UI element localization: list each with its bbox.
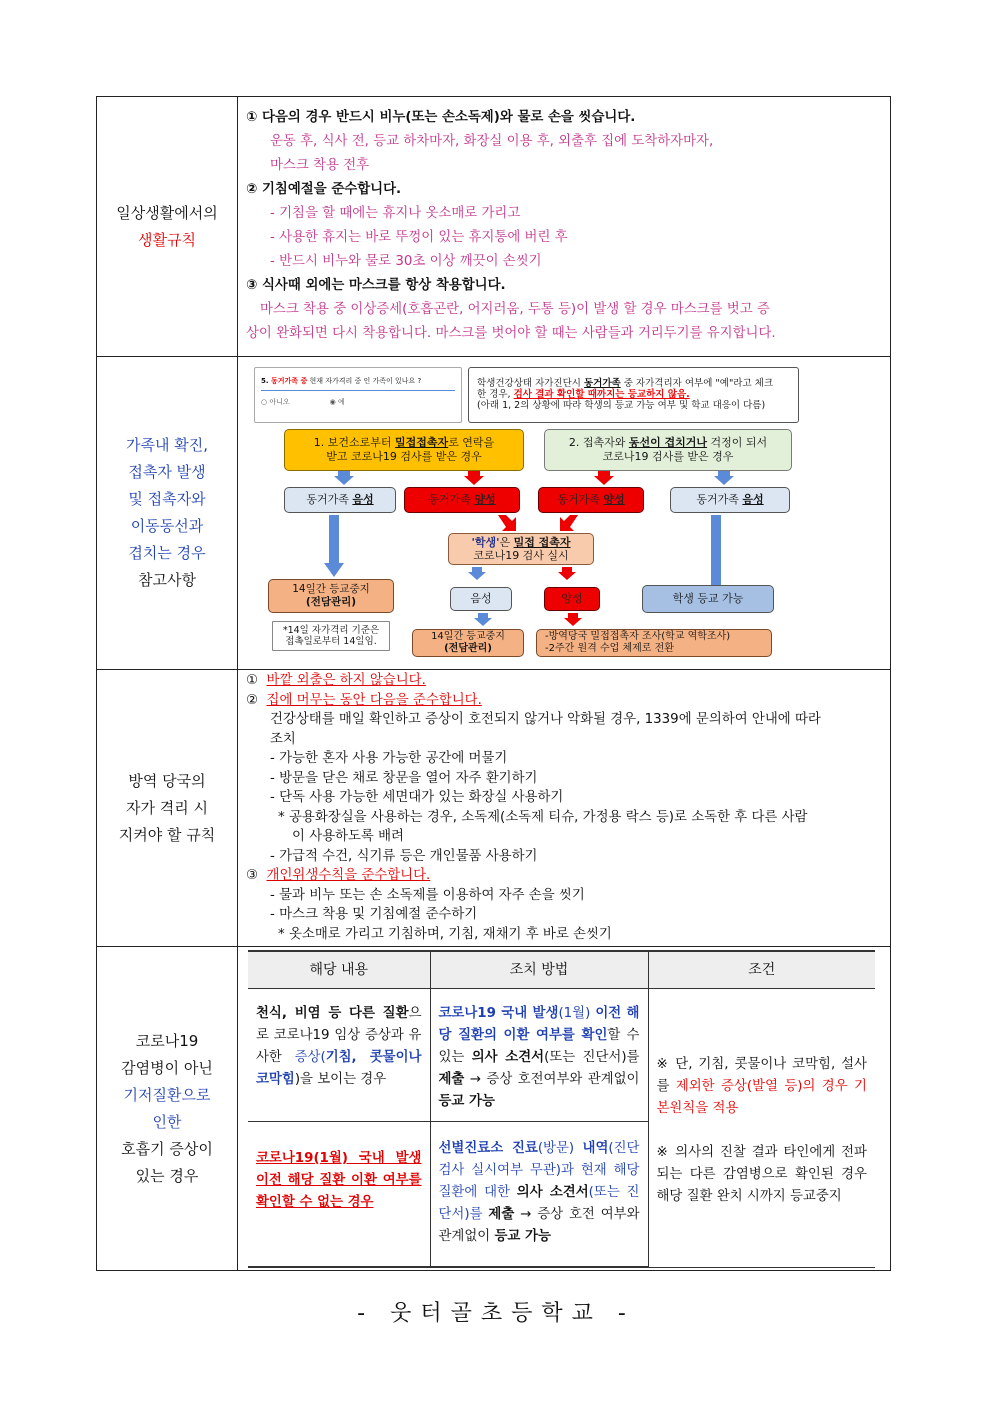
arrow-diagonal-icon bbox=[560, 515, 578, 531]
fam-text: 동거가족 bbox=[557, 492, 604, 506]
col-header-action: 조치 방법 bbox=[430, 951, 648, 989]
content-self-quarantine bbox=[238, 670, 891, 947]
rule-heading: ① 다음의 경우 반드시 비누(또는 손소독제)와 물로 손을 씻습니다. bbox=[246, 109, 636, 125]
cell-part: (방문) bbox=[537, 1141, 583, 1156]
arrow-down-icon bbox=[474, 613, 492, 626]
rule-text: - 마스크 착용 및 기침예절 준수하기 bbox=[270, 907, 478, 922]
rule-text: - 가급적 수건, 식기류 등은 개인물품 사용하기 bbox=[270, 848, 538, 864]
label-line: 방역 당국의 bbox=[128, 771, 206, 790]
label-line: 자가 격리 시 bbox=[126, 798, 208, 817]
rule-text: 상이 완화되면 다시 착용합니다. 마스크를 벗어야 할 때는 사람들과 거리두기를 유지합니다. bbox=[246, 325, 776, 341]
note-part: 검사 결과 확인할 때까지는 등교하지 않음. bbox=[513, 389, 690, 400]
label-underlying-disease bbox=[97, 947, 238, 1271]
rule-text: 운동 후, 식사 전, 등교 하차마자, 화장실 이용 후, 외출후 집에 도착하자마자, bbox=[270, 133, 714, 149]
rule-text: 조치 bbox=[270, 731, 296, 747]
note14-line: 접촉일로부터 14일임. bbox=[285, 635, 377, 647]
arrow-down-icon bbox=[334, 471, 354, 485]
inner-table-cell bbox=[238, 947, 891, 1271]
rule-text: * 옷소매로 가리고 기침하며, 기침, 재채기 후 바로 손씻기 bbox=[278, 926, 612, 942]
case2-line: 코로나19 검사를 받은 경우 bbox=[602, 449, 734, 463]
condition-note-1 bbox=[657, 1054, 868, 1120]
label-line: 감염병이 아닌 bbox=[121, 1058, 213, 1077]
cell-part: 이전 해당 질환의 이환 여부를 확인 bbox=[438, 1006, 640, 1043]
arrow-down-icon bbox=[464, 471, 484, 485]
rule-heading: ③ 식사때 외에는 마스크를 항상 착용합니다. bbox=[246, 277, 506, 293]
label-line: 이동동선과 bbox=[130, 517, 204, 535]
cell-part: 기침, 콧물이나 코막힘 bbox=[256, 1050, 422, 1087]
cell-part: 제출 bbox=[488, 1207, 515, 1222]
cell-part: (또는 진단서)를 bbox=[544, 1050, 640, 1065]
label-line: 가족내 확진, bbox=[126, 436, 208, 454]
arrow-down-icon bbox=[564, 613, 582, 626]
cell-part: 의사 소견서 bbox=[471, 1050, 545, 1065]
cell-part: 등교 가능 bbox=[438, 1094, 495, 1109]
cell-part: )을 보이는 경우 bbox=[294, 1072, 387, 1087]
neg-text: 음성 bbox=[352, 492, 374, 506]
family-negative-right bbox=[670, 487, 790, 513]
condition-note-2: ※ 의사의 진찰 결과 타인에게 전파되는 다른 감염병으로 확인된 경우 해당 질환 완치 시까지 등교중지 bbox=[656, 1144, 867, 1204]
label-line: 접촉자 발생 bbox=[128, 463, 206, 481]
condition-row-1 bbox=[248, 989, 875, 1122]
fam-pos-line bbox=[557, 494, 624, 506]
rule-num: ③ bbox=[246, 868, 259, 883]
condition-header bbox=[248, 951, 875, 989]
neg-text: 음성 bbox=[742, 492, 764, 506]
row-underlying-disease bbox=[97, 947, 891, 1271]
cell-part: 제외한 증상(발열 등)의 경우 기본원칙을 적용 bbox=[656, 1078, 867, 1116]
cell-part: 내역 bbox=[582, 1141, 609, 1156]
cell-part: 코로나19(1월) 국내 발생 이전 해당 질환 이환 여부를 확인할 수 없는 경우 bbox=[256, 1151, 422, 1210]
label-family-case bbox=[97, 357, 238, 670]
label-self-quarantine bbox=[97, 670, 238, 947]
label-daily-rules bbox=[97, 97, 238, 357]
label-line: 지켜야 할 규칙 bbox=[118, 825, 216, 844]
col-header-condition: 조건 bbox=[648, 951, 875, 989]
rule-text: 건강상태를 매일 확인하고 증상이 호전되지 않거나 악화될 경우, 1339에 문의하여 안내에 따라 bbox=[270, 712, 821, 727]
label-line: 겹치는 경우 bbox=[128, 544, 206, 562]
rule-heading: ② 기침예절을 준수합니다. bbox=[246, 181, 402, 197]
label-line: 기저질환으로 bbox=[123, 1085, 211, 1104]
note-part: 학생건강상태 자가진단시 bbox=[477, 378, 584, 389]
label-line: 및 접촉자와 bbox=[128, 490, 206, 508]
label-line: 생활규칙 bbox=[138, 230, 196, 249]
note14-line: *14일 자가격리 기준은 bbox=[282, 624, 380, 636]
rule-num: ① bbox=[246, 673, 259, 688]
cell-part: ※ 단, 기침, 콧물이나 코막힘, 설사를 bbox=[656, 1056, 867, 1094]
rule-text: - 반드시 비누와 물로 30초 이상 깨끗이 손씻기 bbox=[270, 253, 542, 269]
rule-text: 마스크 착용 중 이상증세(호흡곤란, 어지러움, 두통 등)이 발생 할 경우 마스크를 벗고 증 bbox=[260, 301, 770, 317]
rule-title: 개인위생수칙을 준수합니다. bbox=[266, 868, 431, 883]
case-part: 밀접접촉자 bbox=[395, 435, 449, 449]
fam-neg-line bbox=[306, 494, 373, 506]
rule-text: - 물과 비누 또는 손 소독제를 이용하여 자주 손을 씻기 bbox=[270, 887, 585, 903]
survey-rest: 현재 자가격리 중 인 가족이 있나요 ? bbox=[307, 376, 422, 385]
note-part: 중 자가격리자 여부에 "예"라고 체크 bbox=[620, 378, 774, 389]
family-positive-left bbox=[404, 487, 520, 513]
cell-part: 선별진료소 진료 bbox=[438, 1141, 538, 1156]
label-line: 있는 경우 bbox=[135, 1166, 199, 1185]
option-no: 아니오 bbox=[269, 397, 290, 406]
label-line: 호흡기 증상이 bbox=[121, 1139, 213, 1158]
note-line bbox=[477, 389, 690, 400]
flowchart-cell bbox=[238, 357, 891, 670]
case-part: 동선이 겹치거나 bbox=[628, 435, 708, 449]
student-can-attend: 학생 등교 가능 bbox=[642, 585, 774, 613]
cell-part: 천식, 비염 등 다른 질환 bbox=[256, 1006, 409, 1021]
rule-title: 집에 머무는 동안 다음을 준수합니다. bbox=[266, 692, 482, 708]
cell-part: 제출 bbox=[438, 1072, 465, 1087]
flowchart bbox=[254, 367, 799, 662]
case-part: 1. 보건소로부터 bbox=[313, 435, 396, 449]
stop-line: 14일간 등교중지 bbox=[431, 630, 505, 642]
note-line bbox=[477, 378, 773, 389]
fam-text: 동거가족 bbox=[428, 492, 475, 506]
fam-neg-line bbox=[696, 494, 763, 506]
case2-box bbox=[544, 429, 792, 471]
student-line bbox=[471, 536, 570, 549]
arrow-down-icon bbox=[714, 471, 734, 485]
fam-text: 동거가족 bbox=[306, 492, 353, 506]
survey-red: 동거가족 중 bbox=[270, 376, 308, 385]
label-line: 참고사항 bbox=[138, 571, 196, 589]
case1-line bbox=[314, 436, 494, 450]
rule-text: - 방문을 닫은 채로 창문을 열어 자주 환기하기 bbox=[270, 770, 538, 786]
cell-action-2 bbox=[430, 1122, 648, 1268]
cell-part: → 증상 호전 여부와 관계없이 bbox=[438, 1207, 640, 1244]
cell-condition bbox=[648, 989, 875, 1268]
case-part: 로 연락을 bbox=[448, 435, 495, 449]
student-negative: 음성 bbox=[450, 587, 512, 611]
fam-text: 동거가족 bbox=[696, 492, 743, 506]
rule-text: - 가능한 혼자 사용 가능한 공간에 머물기 bbox=[270, 751, 508, 766]
cell-part: 으로 코로나19 임상 증상과 유사한 bbox=[256, 1006, 422, 1065]
school-footer: - 웃터골초등학교 - bbox=[357, 1301, 635, 1326]
rule-line bbox=[246, 671, 882, 691]
arrow-down-icon bbox=[594, 471, 614, 485]
case-part: 걱정이 되서 bbox=[707, 435, 768, 449]
rule-text: - 단독 사용 가능한 세면대가 있는 화장실 사용하기 bbox=[270, 790, 564, 805]
pos-text: 양성 bbox=[474, 492, 496, 506]
auth-line: -2주간 원격 수업 체제로 전환 bbox=[545, 642, 674, 654]
rule-title: 바깥 외출은 하지 않습니다. bbox=[266, 673, 426, 688]
auth-line: -방역당국 밀접접촉자 조사(학교 역학조사) bbox=[545, 630, 731, 642]
condition-table bbox=[248, 950, 875, 1268]
cell-content-2 bbox=[248, 1122, 430, 1268]
rule-text: - 사용한 휴지는 바로 뚜껑이 있는 휴지통에 버린 후 bbox=[270, 229, 568, 245]
arrow-diagonal-icon bbox=[498, 515, 516, 531]
family-positive-right bbox=[538, 487, 644, 513]
student-part: '학생' bbox=[471, 535, 500, 549]
case1-line: 받고 코로나19 검사를 받은 경우 bbox=[326, 449, 482, 463]
student-positive: 양성 bbox=[544, 587, 600, 611]
cell-content-1 bbox=[248, 989, 430, 1122]
cell-part: → 증상 호전여부와 관계없이 bbox=[464, 1072, 640, 1087]
option-yes: 예 bbox=[337, 397, 345, 406]
info-table bbox=[96, 96, 891, 1271]
cell-part: (1월) bbox=[558, 1006, 596, 1021]
cell-part: (진단검사 실시여부 무관)과 현재 해당 질환에 대한 bbox=[438, 1141, 640, 1200]
rule-text: * 공용화장실을 사용하는 경우, 소독제(소독제 티슈, 가정용 락스 등)로 소독한 후 다른 사람 bbox=[278, 809, 808, 825]
cell-part: (또는 진단서)를 bbox=[438, 1185, 640, 1222]
survey-num: 5. bbox=[261, 376, 269, 385]
quarantine-note bbox=[272, 621, 390, 651]
case2-line bbox=[569, 436, 767, 450]
rule-text: - 기침을 할 때에는 휴지나 옷소매로 가리고 bbox=[270, 205, 521, 221]
row-daily-rules bbox=[97, 97, 891, 357]
rule-num: ② bbox=[246, 692, 259, 708]
cell-part: 증상( bbox=[294, 1050, 326, 1065]
pos-text: 양성 bbox=[603, 492, 625, 506]
survey-options: ○ 아니오 ◉ 예 bbox=[261, 397, 345, 406]
arrow-down-icon bbox=[468, 567, 486, 580]
rule-text: 마스크 착용 전후 bbox=[270, 157, 370, 173]
col-header-content: 해당 내용 bbox=[248, 951, 430, 989]
authority-action bbox=[536, 629, 772, 657]
case-part: 2. 접촉자와 bbox=[568, 435, 629, 449]
student-part: 밀접 접촉자 bbox=[513, 535, 571, 549]
arrow-down-long-icon bbox=[324, 515, 344, 577]
student-line: 코로나19 검사 실시 bbox=[473, 548, 569, 562]
cell-part: 의사 소견서 bbox=[516, 1185, 589, 1200]
row-family-case bbox=[97, 357, 891, 670]
family-negative-left bbox=[284, 487, 396, 513]
survey-question bbox=[261, 376, 455, 391]
label-line: 인한 bbox=[152, 1112, 182, 1131]
note-part: 동거가족 bbox=[584, 378, 621, 389]
survey-card bbox=[254, 367, 462, 423]
student-close-contact bbox=[448, 533, 594, 565]
arrow-down-icon bbox=[558, 567, 576, 580]
note-part: 한 경우, bbox=[477, 389, 514, 400]
rule-text: 이 사용하도록 배려 bbox=[292, 829, 404, 844]
label-line: 코로나19 bbox=[135, 1031, 199, 1050]
row-self-quarantine bbox=[97, 670, 891, 947]
label-line: 일상생활에서의 bbox=[116, 203, 218, 222]
stop-14-days-left bbox=[268, 579, 394, 613]
content-daily-rules bbox=[238, 97, 891, 357]
cell-part: 할 수 있는 bbox=[438, 1028, 640, 1065]
stop-14-days-bottom bbox=[412, 629, 524, 657]
stop-line: (전담관리) bbox=[305, 595, 357, 608]
note-line: (아래 1, 2의 상황에 따라 학생의 등교 가능 여부 및 학교 대응이 다름) bbox=[477, 400, 766, 411]
cell-action-1 bbox=[430, 989, 648, 1122]
stop-line: 14일간 등교중지 bbox=[292, 582, 370, 595]
rule-line bbox=[246, 866, 882, 886]
stop-line: (전담관리) bbox=[444, 642, 492, 654]
student-part: 은 bbox=[499, 535, 514, 549]
fam-pos-line bbox=[428, 494, 495, 506]
case1-box bbox=[284, 429, 524, 471]
cell-part: 등교 가능 bbox=[494, 1229, 551, 1244]
cell-part: 코로나19 국내 발생 bbox=[438, 1006, 559, 1021]
self-check-note bbox=[468, 367, 799, 423]
rule-line bbox=[246, 691, 882, 711]
